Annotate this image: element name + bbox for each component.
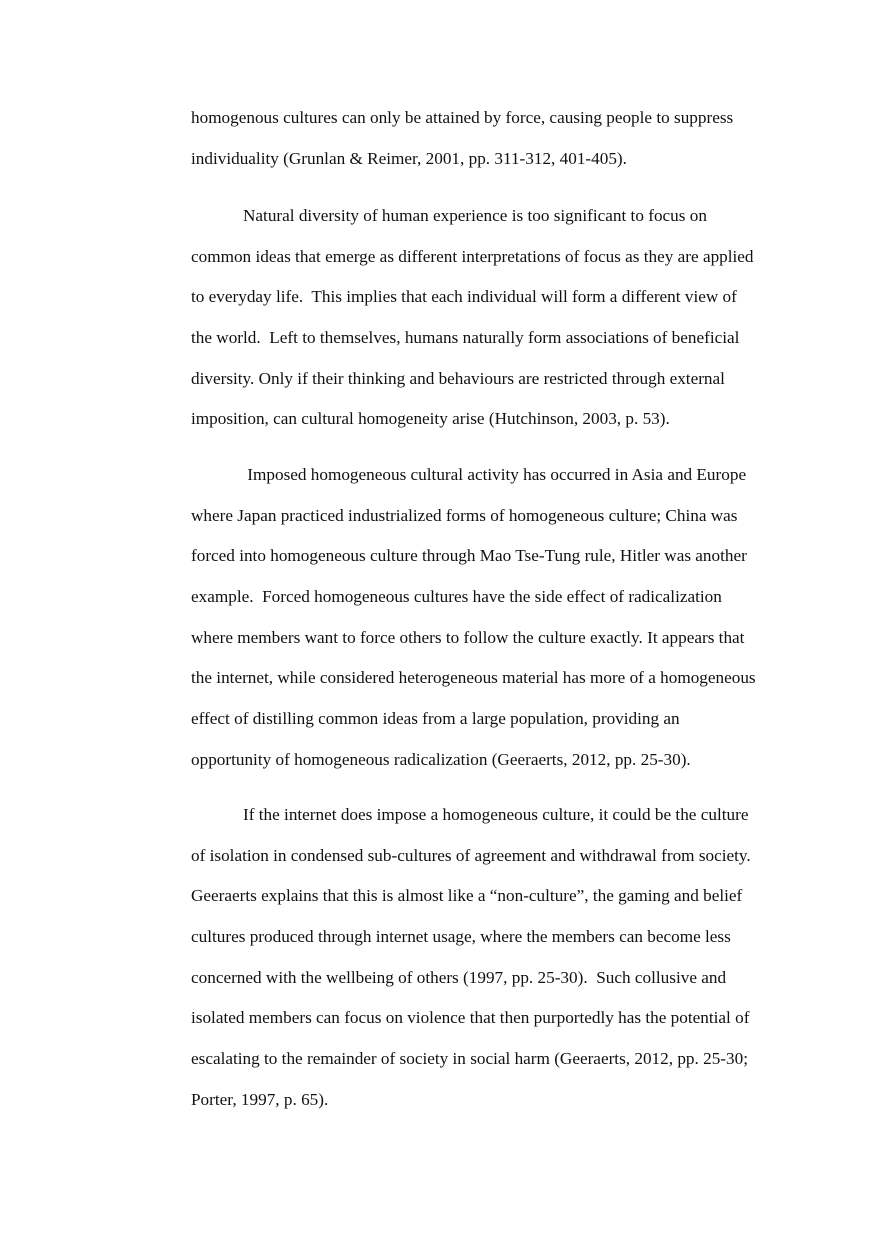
text-line: imposition, can cultural homogeneity arise (Hutchinson, 2003, p. 53). [191, 409, 670, 429]
text-line-first: Imposed homogeneous cultural activity has occurred in Asia and Europe [243, 465, 747, 484]
text-line-first: If the internet does impose a homogeneous culture, it could be the culture [243, 805, 749, 824]
text-line: example. Forced homogeneous cultures have the side effect of radicalization [191, 587, 722, 607]
text-line: common ideas that emerge as different interpretations of focus as they are applied [191, 246, 754, 266]
text-line: where members want to force others to follow the culture exactly. It appears that [191, 627, 745, 647]
text-line: isolated members can focus on violence that then purportedly has the potential of [191, 1008, 750, 1028]
text-line: forced into homogeneous culture through Mao Tse-Tung rule, Hitler was another [191, 546, 747, 566]
text-line: Geeraerts explains that this is almost like a “non-culture”, the gaming and belief [191, 886, 743, 906]
text-line: individuality (Grunlan & Reimer, 2001, pp. 311-312, 401-405). [191, 148, 627, 168]
text-line: the internet, while considered heterogeneous material has more of a homogeneous [191, 668, 756, 688]
text-line: where Japan practiced industrialized forms of homogeneous culture; China was [191, 505, 738, 525]
text-line: Porter, 1997, p. 65). [191, 1089, 329, 1109]
text-line: opportunity of homogeneous radicalization (Geeraerts, 2012, pp. 25-30). [191, 749, 691, 769]
paragraph-continuation [191, 98, 791, 179]
paragraph-internet-culture [191, 795, 791, 1121]
text-line: escalating to the remainder of society in social harm (Geeraerts, 2012, pp. 25-30; [191, 1049, 748, 1069]
text-line: the world. Left to themselves, humans naturally form associations of beneficial [191, 328, 740, 348]
text-line: of isolation in condensed sub-cultures of agreement and withdrawal from society. [191, 845, 751, 865]
text-line: cultures produced through internet usage, where the members can become less [191, 927, 731, 947]
paragraph-imposed-homogeneous [191, 455, 791, 781]
text-line: homogenous cultures can only be attained by force, causing people to suppress [191, 108, 734, 127]
paragraph-natural-diversity [191, 196, 791, 440]
text-line: to everyday life. This implies that each individual will form a different view of [191, 287, 737, 307]
text-line-first: Natural diversity of human experience is too significant to focus on [243, 206, 707, 225]
text-line: effect of distilling common ideas from a large population, providing an [191, 709, 680, 729]
text-line: concerned with the wellbeing of others (1997, pp. 25-30). Such collusive and [191, 967, 727, 987]
text-line: diversity. Only if their thinking and behaviours are restricted through external [191, 368, 725, 388]
